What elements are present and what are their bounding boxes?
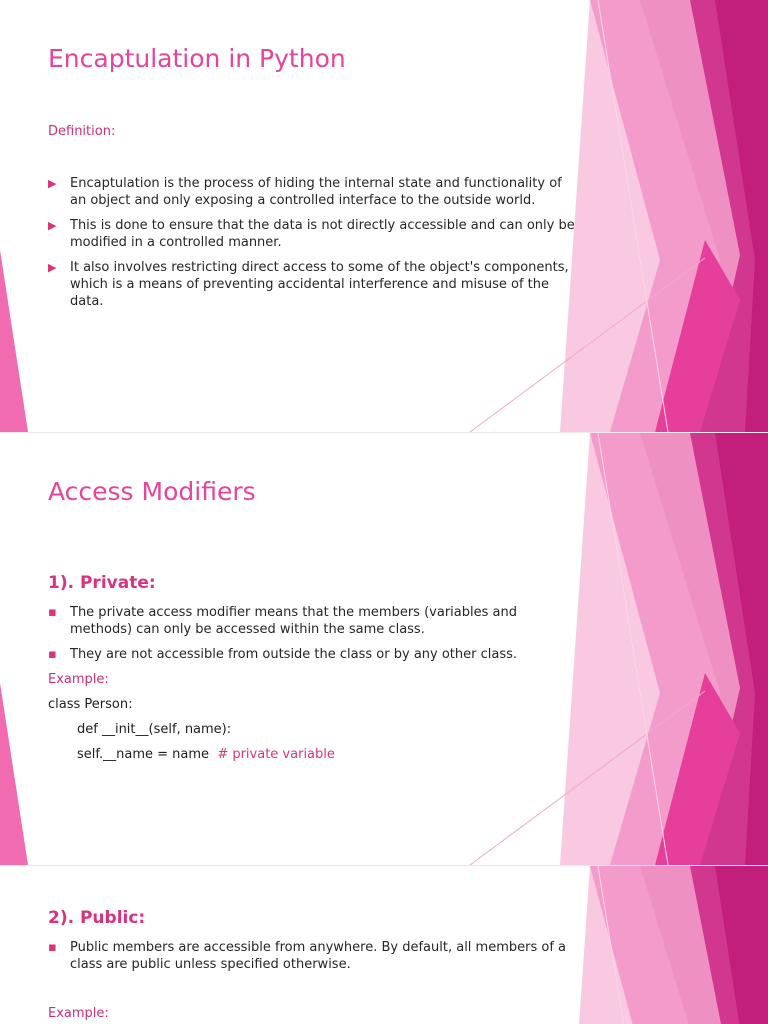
bullet-text: The private access modifier means that the members (variables and methods) can only be accessed within the same class. xyxy=(70,605,517,637)
bullet-text: They are not accessible from outside the class or by any other class. xyxy=(70,647,518,662)
definition-bullet-list xyxy=(48,175,578,318)
slide-title: Encaptulation in Python xyxy=(48,44,346,73)
square-bullet-icon: ▪ xyxy=(48,940,57,955)
bullet-text: Public members are accessible from anywhere. By default, all members of a class are public unless specified otherwise. xyxy=(70,940,566,972)
list-item xyxy=(48,259,578,310)
code-line: class Person: xyxy=(48,697,133,712)
list-item xyxy=(48,939,578,973)
bullet-text: Encaptulation is the process of hiding the internal state and functionality of an object and only exposing a controlled interface to the outside world. xyxy=(70,176,562,208)
section-heading: 2). Public: xyxy=(48,908,146,928)
definition-label: Definition: xyxy=(48,124,116,139)
bullet-text: It also involves restricting direct access to some of the object's components, which is a means of preventing accidental interference and misuse of the data. xyxy=(70,260,569,309)
code-comment: # private variable xyxy=(217,747,335,762)
example-label: Example: xyxy=(48,672,109,687)
section-heading: 1). Private: xyxy=(48,573,156,593)
code-statement: self.__name = name xyxy=(77,747,210,762)
square-bullet-icon: ▪ xyxy=(48,647,57,662)
list-item xyxy=(48,175,578,209)
triangle-bullet-icon: ▶ xyxy=(48,177,57,190)
public-bullet-list xyxy=(48,939,578,981)
code-line xyxy=(77,747,335,762)
slide-title: Access Modifiers xyxy=(48,477,256,506)
triangle-bullet-icon: ▶ xyxy=(48,219,57,232)
list-item xyxy=(48,217,578,251)
bullet-text: This is done to ensure that the data is not directly accessible and can only be modified in a controlled manner. xyxy=(70,218,575,250)
square-bullet-icon: ▪ xyxy=(48,605,57,620)
slide-1 xyxy=(0,0,768,432)
code-line: def __init__(self, name): xyxy=(77,722,232,737)
slide-3 xyxy=(0,866,768,1024)
list-item xyxy=(48,604,578,638)
slide-2 xyxy=(0,433,768,865)
list-item xyxy=(48,646,578,663)
example-label: Example: xyxy=(48,1006,109,1021)
private-bullet-list xyxy=(48,604,578,671)
triangle-bullet-icon: ▶ xyxy=(48,261,57,274)
